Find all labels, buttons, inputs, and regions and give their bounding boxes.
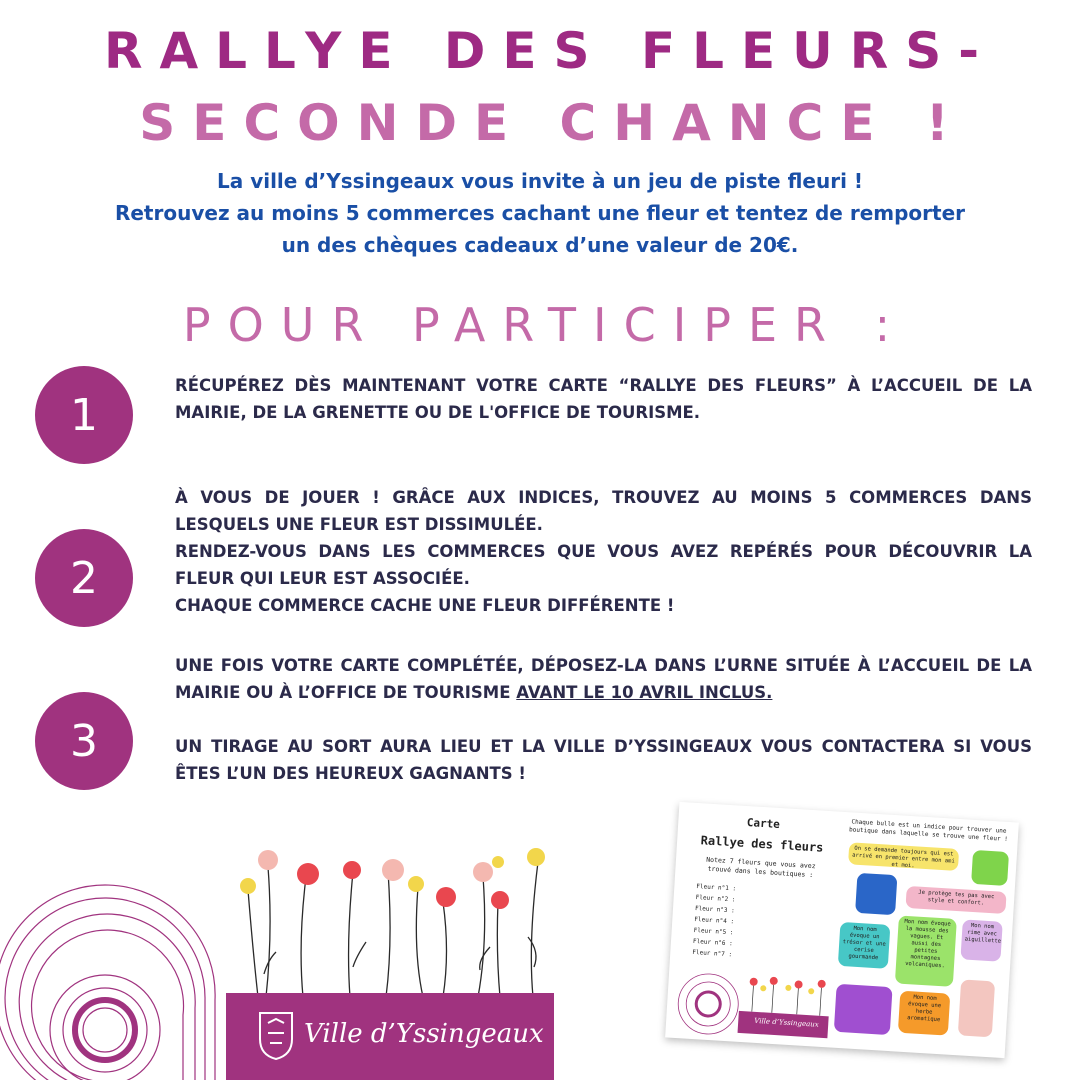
decorative-swirl <box>0 870 240 1080</box>
intro-line: un des chèques cadeaux d’une valeur de 20€. <box>281 233 799 257</box>
card-hint-bubble: On se demande toujours qui est arrivé en premier entre mon ami et moi. <box>848 842 959 871</box>
intro-text <box>30 165 1050 261</box>
town-logo-text: Ville d’Yssingeaux <box>304 1019 544 1049</box>
step-paragraph: UN TIRAGE AU SORT AURA LIEU ET LA VILLE D’YSSINGEAUX VOUS CONTACTERA SI VOUS ÊTES L’UN DES HEUREUX GAGNANTS ! <box>175 737 1032 783</box>
step-1-text <box>175 372 1032 426</box>
deadline-text: AVANT LE 10 AVRIL INCLUS. <box>516 683 773 702</box>
step-2-text <box>175 484 1032 619</box>
card-hint-bubble: Mon nom rime avec aiguillette <box>960 919 1002 961</box>
card-title-2: Rallye des fleurs <box>700 833 824 855</box>
lightbulb-icon <box>855 873 897 915</box>
flower-icon <box>971 850 1009 886</box>
intro-line: Retrouvez au moins 5 commerces cachant une fleur et tentez de remporter <box>114 201 966 225</box>
card-line: Fleur n°3 : <box>694 904 735 915</box>
step-3-text <box>175 652 1032 787</box>
card-flowers <box>742 971 834 1016</box>
title-line-2: SECONDE CHANCE ! <box>139 94 966 152</box>
card-instruction: Notez 7 fleurs que vous avez trouvé dans les boutiques : <box>706 855 816 880</box>
step-3-text-main: UNE FOIS VOTRE CARTE COMPLÉTÉE, DÉPOSEZ-LA DANS L’URNE SITUÉE À L’ACCUEIL DE LA MAIRIE OU À L’OFFICE DE TOURISME <box>175 656 1032 702</box>
card-hint-bubble: Mon nom évoque un trésor et une cerise gourmande <box>838 922 891 969</box>
step-1-badge: 1 <box>35 366 133 464</box>
intro-line: La ville d’Yssingeaux vous invite à un jeu de piste fleuri ! <box>216 169 864 193</box>
title-line-1: RALLYE DES FLEURS- <box>103 22 996 80</box>
section-title: POUR PARTICIPER : <box>182 298 908 352</box>
rally-card-preview <box>665 802 1019 1058</box>
cactus-icon <box>958 979 995 1037</box>
step-paragraph: À VOUS DE JOUER ! GRÂCE AUX INDICES, TROUVEZ AU MOINS 5 COMMERCES DANS LESQUELS UNE FLEUR EST DISSIMULÉE. <box>175 488 1032 534</box>
step-3-badge: 3 <box>35 692 133 790</box>
coat-of-arms-icon <box>256 1009 296 1061</box>
rooster-icon <box>834 984 893 1035</box>
step-paragraph: CHAQUE COMMERCE CACHE UNE FLEUR DIFFÉRENTE ! <box>175 596 675 615</box>
step-paragraph <box>175 652 1032 706</box>
card-right-header: Chaque bulle est un indice pour trouver une boutique dans laquelle se trouve une fleur ! <box>848 818 1009 843</box>
flowers-illustration <box>228 842 558 997</box>
card-line: Fleur n°7 : <box>692 948 733 959</box>
step-2-badge: 2 <box>35 529 133 627</box>
card-logo-text: Ville d’Yssingeaux <box>754 1016 819 1029</box>
card-logo-box <box>738 1011 829 1038</box>
card-hint-bubble: Je protège tes pas avec style et confort. <box>905 886 1006 914</box>
town-logo <box>226 993 554 1080</box>
card-line: Fleur n°6 : <box>692 937 733 948</box>
card-title-1: Carte <box>746 816 781 831</box>
card-line: Fleur n°5 : <box>693 926 734 937</box>
step-paragraph: RENDEZ-VOUS DANS LES COMMERCES QUE VOUS AVEZ REPÉRÉS POUR DÉCOUVRIR LA FLEUR QUI LEUR EST ASSOCIÉE. <box>175 542 1032 588</box>
card-line: Fleur n°4 : <box>694 915 735 926</box>
card-line: Fleur n°1 : <box>696 883 737 893</box>
card-hint-bubble: Mon nom évoque une herbe aromatique <box>898 991 950 1036</box>
step-paragraph: RÉCUPÉREZ DÈS MAINTENANT VOTRE CARTE “RALLYE DES FLEURS” À L’ACCUEIL DE LA MAIRIE, DE LA GRENETTE OU DE L'OFFICE DE TOURISME. <box>175 376 1032 422</box>
card-hint-bubble: Mon nom évoque la mousse des vagues. Et aussi des petites montagnes volcaniques. <box>895 915 957 986</box>
card-line: Fleur n°2 : <box>695 894 736 904</box>
